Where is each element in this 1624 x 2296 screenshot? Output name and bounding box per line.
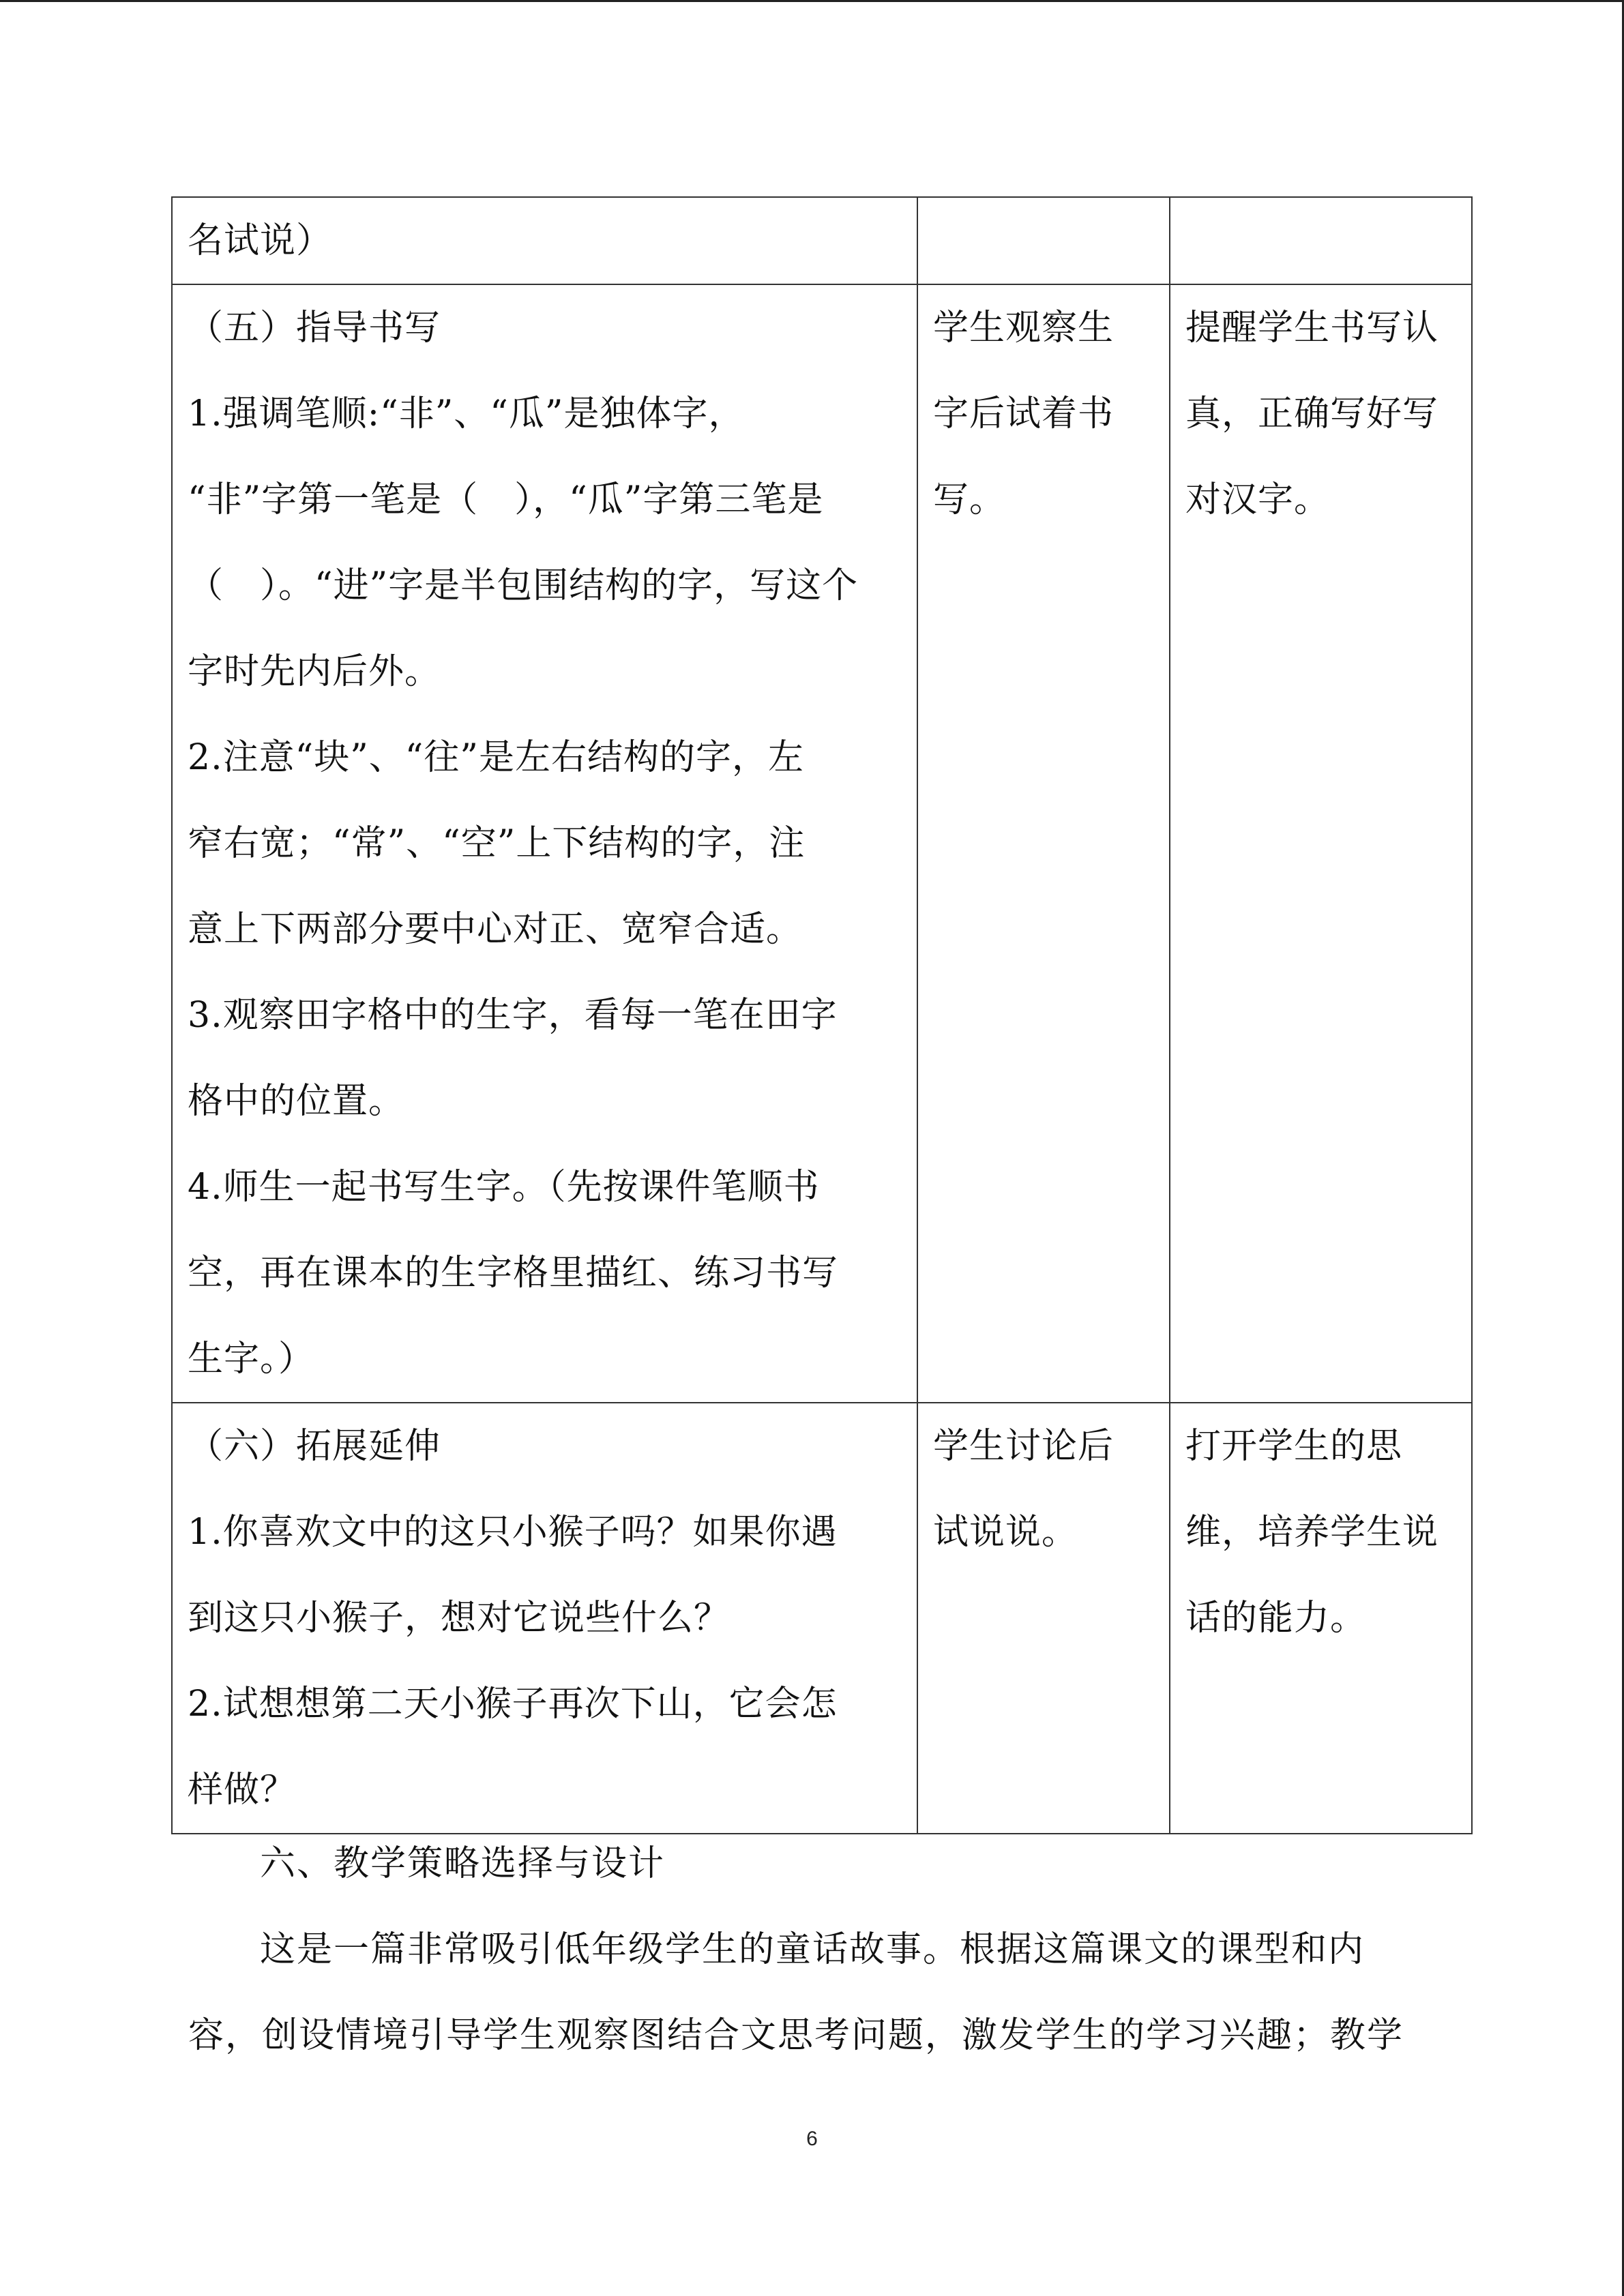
cell-text-line: 空，再在课本的生字格里描红、练习书写 [188,1253,839,1294]
section-heading: 六、教学策略选择与设计 [260,1843,666,1884]
cell-text-line: 生字。） [188,1339,315,1380]
lesson-plan-table [171,196,1473,1834]
cell-text-line: 对汉字。 [1185,479,1331,520]
cell-text-line: 意上下两部分要中心对正、宽窄合适。 [188,909,803,950]
student-activity-cell [917,197,1170,284]
design-intent-cell [1170,284,1472,1403]
cell-text-line: 试说说。 [933,1512,1078,1553]
student-activity-cell [917,284,1170,1403]
cell-text-line: 格中的位置。 [188,1081,405,1122]
cell-text-line: （ ）。“进”字是半包围结构的字，写这个 [188,565,859,606]
section-body-line-1: 这是一篇非常吸引低年级学生的童话故事。根据这篇课文的课型和内 [260,1929,1365,1970]
cell-text-line: 写。 [933,479,1006,520]
cell-text-line: 打开学生的思 [1185,1426,1403,1467]
cell-text-line: 字时先内后外。 [188,651,441,692]
cell-text-line: 样做？ [188,1770,297,1810]
cell-text-line: （六）拓展延伸 [188,1426,441,1467]
cell-text-line: 2.试想想第二天小猴子再次下山，它会怎 [188,1684,838,1725]
cell-text-line: 3.观察田字格中的生字，看每一笔在田字 [188,995,838,1036]
cell-text-line: 维，培养学生说 [1185,1512,1439,1553]
page-top-border [0,0,1624,2]
table-row [172,197,1472,284]
table-row [172,1403,1472,1834]
teaching-content-cell [172,197,917,284]
cell-text-line: 4.师生一起书写生字。（先按课件笔顺书 [188,1167,820,1208]
cell-text-line: 提醒学生书写认 [1185,308,1439,348]
cell-text-line: 学生讨论后 [933,1426,1114,1467]
cell-text-line: 到这只小猴子，想对它说些什么？ [188,1598,730,1639]
cell-text-line: 1.你喜欢文中的这只小猴子吗？如果你遇 [188,1512,838,1553]
cell-text-line: 2.注意“块”、“往”是左右结构的字，左 [188,737,804,778]
cell-text-line: （五）指导书写 [188,308,441,348]
cell-text-line: 话的能力。 [1185,1598,1367,1639]
page-number: 6 [806,2128,818,2150]
design-intent-cell [1170,197,1472,284]
cell-text-line: 名试说） [188,220,333,261]
design-intent-cell [1170,1403,1472,1834]
teaching-content-cell [172,284,917,1403]
cell-text-line: 窄右宽；“常”、“空”上下结构的字，注 [188,823,806,864]
table-row [172,284,1472,1403]
cell-text-line: 真，正确写好写 [1185,393,1439,434]
cell-text-line: 字后试着书 [933,393,1114,434]
cell-text-line: 学生观察生 [933,308,1114,348]
cell-text-line: 1.强调笔顺:“非”、“瓜”是独体字， [188,393,745,434]
section-body-line-2: 容，创设情境引导学生观察图结合文思考问题，激发学生的学习兴趣；教学 [188,2015,1404,2056]
teaching-content-cell [172,1403,917,1834]
cell-text-line: “非”字第一笔是（ ），“瓜”字第三笔是 [188,479,824,520]
student-activity-cell [917,1403,1170,1834]
